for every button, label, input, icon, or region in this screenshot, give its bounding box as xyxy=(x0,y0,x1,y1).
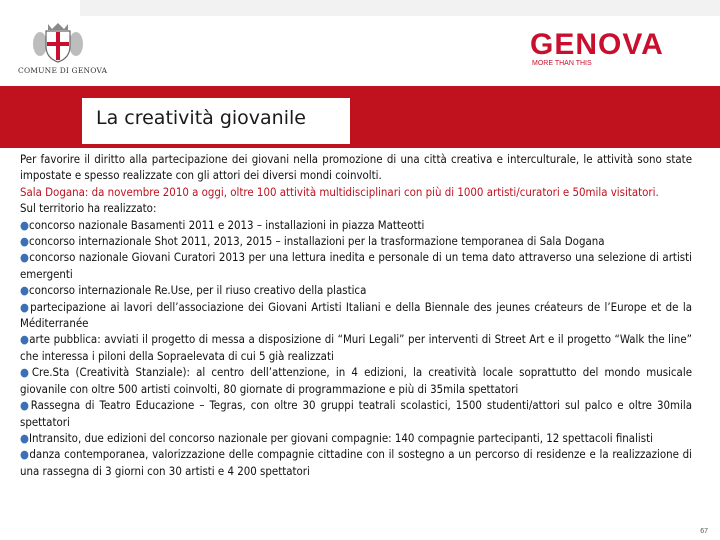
bullet-text: Rassegna di Teatro Educazione – Tegras, con oltre 30 gruppi teatrali scolastici, 1500 studenti/attori sul palco e oltre 30mila spettatori xyxy=(20,398,692,429)
page-number: 67 xyxy=(700,528,708,535)
highlight-paragraph: Sala Dogana: da novembre 2010 a oggi, oltre 100 attività multidisciplinari con più di 1000 artisti/curatori e 50mila visitatori. xyxy=(20,184,659,199)
bullet-dot-icon: ● xyxy=(20,365,32,380)
bullet-text: concorso nazionale Giovani Curatori 2013 per una lettura inedita e personale di un tema dato attraverso una selezione di artisti emergenti xyxy=(20,250,692,281)
bullet-item xyxy=(20,331,692,364)
bullet-item xyxy=(20,282,692,298)
genova-brand-logo xyxy=(530,30,705,70)
intro-paragraph: Per favorire il diritto alla partecipazione dei giovani nella promozione di una città creativa e interculturale, le attività sono state impostate e spesso realizzate con gli attori dei diversi mondi coinvolti. xyxy=(20,152,692,183)
comune-label: COMUNE DI GENOVA xyxy=(18,66,108,75)
coat-of-arms-icon xyxy=(32,20,84,64)
bullet-item xyxy=(20,233,692,249)
bullet-text: Cre.Sta (Creatività Stanziale): al centro dell’attenzione, in 4 edizioni, la creatività locale soprattutto del mondo musicale giovanile con oltre 500 artisti coinvolti, 80 giornate di programmazione e più di 35mila spettatori xyxy=(20,365,692,396)
bullet-dot-icon: ● xyxy=(20,398,31,413)
bullet-dot-icon: ● xyxy=(20,332,30,347)
bullet-dot-icon: ● xyxy=(20,250,30,265)
bullet-item xyxy=(20,299,692,332)
bullet-text: concorso internazionale Re.Use, per il riuso creativo della plastica xyxy=(28,283,367,298)
comune-logo xyxy=(18,20,108,80)
bullet-text: concorso nazionale Basamenti 2011 e 2013 – installazioni in piazza Matteotti xyxy=(28,217,425,232)
bullet-dot-icon: ● xyxy=(20,299,31,314)
bullet-text: concorso internazionale Shot 2011, 2013, 2015 – installazioni per la trasformazione temporanea di Sala Dogana xyxy=(28,234,605,249)
bullet-text: partecipazione ai lavori dell’associazione dei Giovani Artisti Italiani e della Biennale des jeunes créateurs de l’Europe et de la Méditerranée xyxy=(20,299,692,331)
bullet-text: Intransito, due edizioni del concorso nazionale per giovani compagnie: 140 compagnie partecipanti, 12 spettacoli finalisti xyxy=(28,430,653,445)
bullet-item xyxy=(20,249,692,282)
bullet-dot-icon: ● xyxy=(20,217,29,232)
bullet-item xyxy=(20,397,692,430)
bullet-item xyxy=(20,446,692,479)
lead-line: Sul territorio ha realizzato: xyxy=(20,201,157,216)
bullet-dot-icon: ● xyxy=(20,283,29,298)
bullet-dot-icon: ● xyxy=(20,430,29,445)
bullet-text: danza contemporanea, valorizzazione delle compagnie cittadine con il sostegno a un percorso di residenze e la realizzazione di una rassegna di 3 giorni con 30 artisti e 4 200 spettatori xyxy=(20,447,692,478)
bullet-dot-icon: ● xyxy=(20,234,29,249)
page-title: La creatività giovanile xyxy=(96,107,306,129)
top-shade-band xyxy=(80,0,720,16)
brand-tagline: MORE THAN THIS xyxy=(532,60,592,67)
bullet-dot-icon: ● xyxy=(20,447,30,462)
bullet-item xyxy=(20,430,692,446)
brand-wordmark: GENOVA xyxy=(530,28,664,61)
bullet-item xyxy=(20,217,692,233)
bullet-item xyxy=(20,364,692,397)
bullet-text: arte pubblica: avviati il progetto di messa a disposizione di “Muri Legali” per interventi di Street Art e il progetto “Walk the line” che interessa i piloni della Sopraelevata di cui 5 già realizzati xyxy=(20,332,692,363)
slide-body xyxy=(20,151,692,479)
title-box xyxy=(82,98,350,144)
